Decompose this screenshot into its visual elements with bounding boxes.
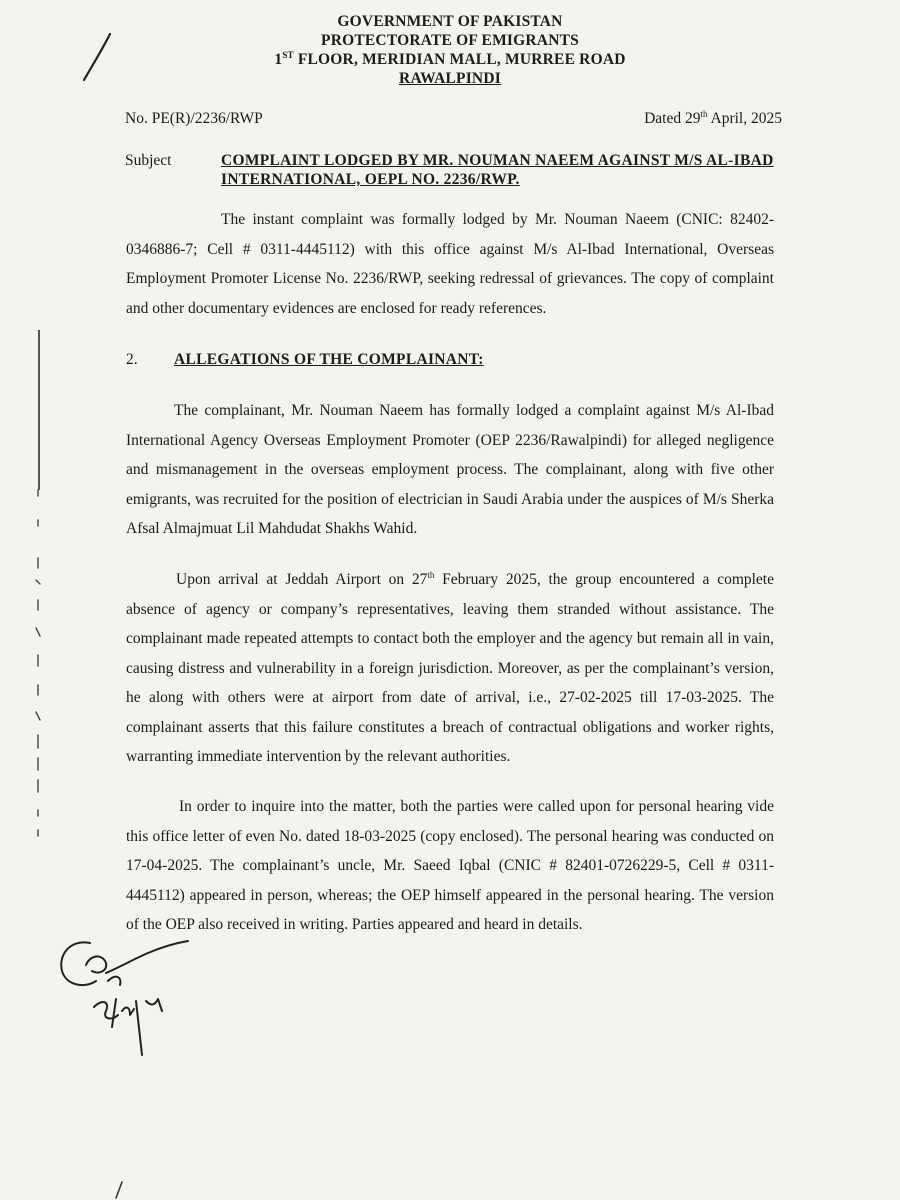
letterhead-city: RAWALPINDI	[399, 70, 501, 87]
arrival-text-start: Upon arrival at Jeddah Airport on 27	[176, 571, 428, 588]
paragraph-arrival	[126, 565, 774, 772]
paragraph-hearing: In order to inquire into the matter, both the parties were called upon for personal hearing vide this office letter of even No. dated 18-03-2025 (copy enclosed). The personal hearing was conducted on 17-04-2025. The complainant’s uncle, Mr. Saeed Iqbal (CNIC # 82401-0726229-5, Cell # 0311-4445112) appeared in person, whereas; the OEP himself appeared in the personal hearing. The version of the OEP also received in writing. Parties appeared and heard in details.	[126, 798, 774, 933]
floor-ordinal: ST	[282, 49, 294, 60]
letter-date	[644, 110, 782, 128]
arrival-date-ordinal: th	[427, 569, 435, 580]
margin-scan-marks	[30, 480, 46, 840]
margin-rule	[38, 330, 40, 490]
arrival-text-rest: February 2025, the group encountered a complete absence of agency or company’s representatives, leaving them stranded without assistance. The complainant made repeated attempts to contact both the employer and the agency but remain all in vain, causing distress and vulnerability in a foreign jurisdiction. Moreover, as per the complainant’s version, he along with others were at airport from date of arrival, i.e., 27-02-2025 till 17-03-2025. The complainant asserts that this failure constitutes a breach of contractual obligations and worker rights, warranting immediate intervention by the relevant authorities.	[126, 571, 774, 765]
reference-number: No. PE(R)/2236/RWP	[125, 110, 263, 127]
floor-number: 1	[274, 51, 283, 68]
paragraph-intro: The instant complaint was formally lodged by Mr. Nouman Naeem (CNIC: 82402-0346886-7; Cell # 0311-4445112) with this office against M/s Al-Ibad International, Overseas Employment Promoter License No. 2236/RWP, seeking redressal of grievances. The copy of complaint and other documentary evidences are enclosed for ready references.	[126, 211, 774, 317]
handwritten-signature	[50, 915, 210, 1065]
letterhead	[0, 12, 900, 88]
subject-label: Subject	[125, 152, 172, 169]
paragraph-allegations: The complainant, Mr. Nouman Naeem has formally lodged a complaint against M/s Al-Ibad International Agency Overseas Employment Promoter (OEP 2236/Rawalpindi) for alleged negligence and mismanagement in the overseas employment process. The complainant, along with five other emigrants, was recruited for the position of electrician in Saudi Arabia under the auspices of M/s Sherka Afsal Almajmuat Lil Mahdudat Shakhs Wahid.	[126, 402, 774, 537]
section-title: ALLEGATIONS OF THE COMPLAINANT:	[174, 351, 484, 368]
date-prefix: Dated 29	[644, 110, 701, 127]
subject-text: COMPLAINT LODGED BY MR. NOUMAN NAEEM AGAINST M/S AL-IBAD INTERNATIONAL, OEPL NO. 2236/RWP.	[221, 152, 774, 188]
floor-address: FLOOR, MERIDIAN MALL, MURREE ROAD	[293, 51, 626, 68]
date-suffix: April, 2025	[707, 110, 782, 127]
pen-stroke-mark-bottom	[108, 1180, 128, 1200]
section-number: 2.	[126, 351, 138, 368]
letterhead-line-3	[0, 50, 900, 69]
letterhead-line-2: PROTECTORATE OF EMIGRANTS	[321, 32, 579, 49]
date-ordinal: th	[700, 108, 708, 119]
letterhead-line-1: GOVERNMENT OF PAKISTAN	[337, 13, 563, 30]
section-heading	[126, 351, 484, 369]
reference-line	[125, 110, 782, 128]
